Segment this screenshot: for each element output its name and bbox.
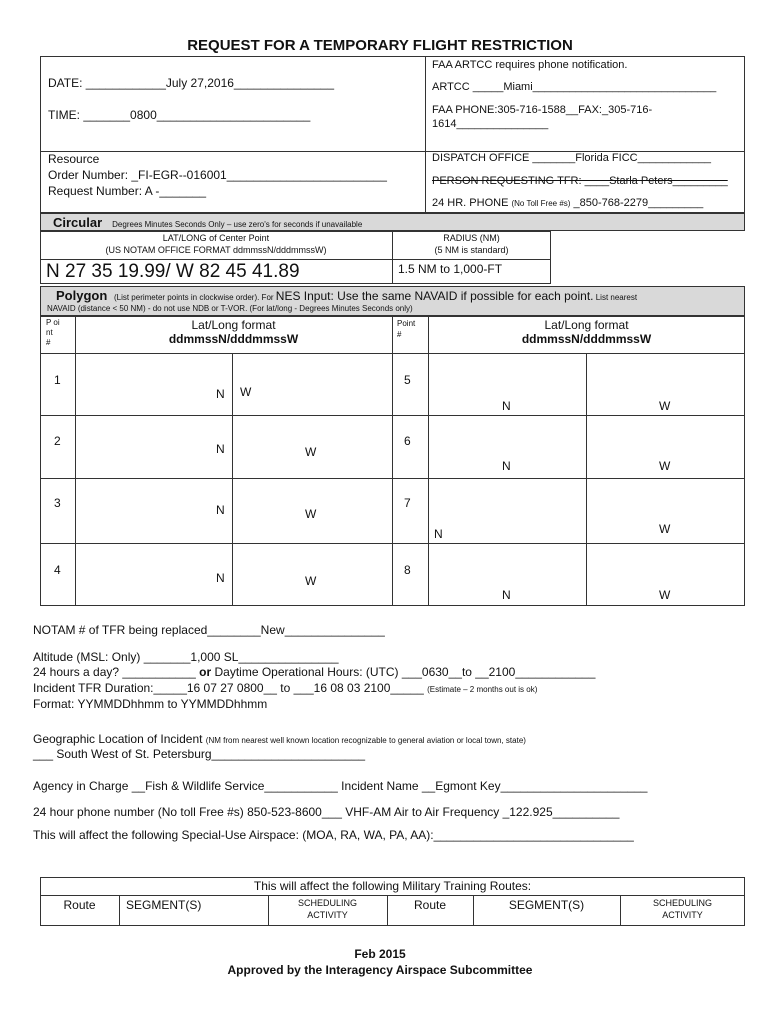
point-lat-field[interactable]: N bbox=[502, 459, 511, 473]
point-lat-field[interactable]: N bbox=[216, 503, 225, 517]
mtr-col-scheduling: SCHEDULING ACTIVITY bbox=[297, 898, 357, 920]
point-long-field[interactable]: W bbox=[305, 507, 317, 521]
artcc-field[interactable]: ARTCC _____Miami______________________________ bbox=[432, 81, 717, 93]
notam-replaced-field[interactable]: NOTAM # of TFR being replaced________New_______________ bbox=[33, 623, 385, 637]
format-label: Format: YYMMDDhhmm to YYMMDDhhmm bbox=[33, 697, 268, 711]
time-field[interactable]: TIME: _______0800_______________________ bbox=[48, 108, 311, 122]
point-long-field[interactable]: W bbox=[659, 522, 671, 536]
agency-field[interactable]: Agency in Charge __Fish & Wildlife Service___________ Incident Name __Egmont Key______________________ bbox=[33, 779, 648, 793]
polygon-note: NAVAID (distance < 50 NM) - do not use NDB or T-VOR. (For lat/long - Degrees Minutes Seconds only) bbox=[47, 304, 413, 313]
point-lat-field[interactable]: N bbox=[216, 571, 225, 585]
point-long-field[interactable]: W bbox=[305, 445, 317, 459]
geo-location-field[interactable]: ___ South West of St. Petersburg_______________________ bbox=[33, 747, 366, 761]
point-lat-field[interactable]: N bbox=[216, 442, 225, 456]
mtr-col-scheduling: SCHEDULING ACTIVITY bbox=[652, 898, 712, 920]
point-number: 5 bbox=[404, 373, 411, 387]
person-requesting-field[interactable]: PERSON REQUESTING TFR: ____Starla Peters_________ bbox=[432, 175, 728, 187]
mtr-col-route: Route bbox=[413, 898, 447, 912]
format-header-right-2: ddmmssN/dddmmssW bbox=[521, 332, 652, 346]
geo-location-label: Geographic Location of Incident (NM from nearest well known location recognizable to general aviation or local town, state) bbox=[33, 732, 526, 746]
point-number: 2 bbox=[54, 434, 61, 448]
point-lat-field[interactable]: N bbox=[216, 387, 225, 401]
faa-phone-field[interactable]: FAA PHONE:305-716-1588__FAX:_305-716- bbox=[432, 104, 653, 116]
point-lat-field[interactable]: N bbox=[434, 527, 443, 541]
polygon-heading: Polygon (List perimeter points in clockwise order). For NES Input: Use the same NAVAID if possible for each point. List nearest bbox=[56, 288, 638, 303]
phone-24hr-field[interactable]: 24 HR. PHONE (No Toll Free #s) _850-768-2279_________ bbox=[432, 197, 704, 209]
point-long-field[interactable]: W bbox=[659, 459, 671, 473]
hours-field[interactable]: 24 hours a day? ___________ or Daytime Operational Hours: (UTC) ___0630__to __2100____________ bbox=[33, 665, 596, 679]
point-long-field[interactable]: W bbox=[659, 399, 671, 413]
mtr-col-route: Route bbox=[63, 898, 96, 912]
order-number-field[interactable]: Order Number: _FI-EGR--016001________________________ bbox=[48, 168, 387, 182]
point-number: 7 bbox=[404, 496, 411, 510]
point-long-field[interactable]: W bbox=[659, 588, 671, 602]
mtr-col-segments: SEGMENT(S) bbox=[508, 898, 585, 912]
faa-phone-field-cont[interactable]: 1614_______________ bbox=[432, 118, 549, 130]
circular-heading: Circular Degrees Minutes Seconds Only – use zero's for seconds if unavailable bbox=[53, 215, 363, 230]
point-lat-field[interactable]: N bbox=[502, 399, 511, 413]
phone-frequency-field[interactable]: 24 hour phone number (No toll Free #s) 850-523-8600___ VHF-AM Air to Air Frequency _122.925__________ bbox=[33, 805, 620, 819]
radius-value[interactable]: 1.5 NM to 1,000-FT bbox=[398, 262, 503, 276]
latlong-header-2: (US NOTAM OFFICE FORMAT ddmmssN/dddmmssW) bbox=[105, 245, 327, 255]
latlong-header-1: LAT/LONG of Center Point bbox=[162, 233, 270, 243]
point-number: 6 bbox=[404, 434, 411, 448]
radius-header-1: RADIUS (NM) bbox=[443, 233, 500, 243]
mtr-heading: This will affect the following Military Training Routes: bbox=[253, 879, 532, 893]
radius-header-2: (5 NM is standard) bbox=[434, 245, 509, 255]
page-title: REQUEST FOR A TEMPORARY FLIGHT RESTRICTION bbox=[187, 37, 573, 54]
point-long-field[interactable]: W bbox=[240, 385, 252, 399]
point-number: 1 bbox=[54, 373, 61, 387]
faa-notice: FAA ARTCC requires phone notification. bbox=[432, 59, 628, 71]
point-number: 4 bbox=[54, 563, 61, 577]
point-long-field[interactable]: W bbox=[305, 574, 317, 588]
footer-approved: Approved by the Interagency Airspace Subcommittee bbox=[227, 963, 533, 977]
dispatch-office-field[interactable]: DISPATCH OFFICE _______Florida FICC____________ bbox=[432, 152, 712, 164]
format-header-right-1: Lat/Long format bbox=[544, 318, 629, 332]
request-number-field[interactable]: Request Number: A -_______ bbox=[48, 184, 207, 198]
point-lat-field[interactable]: N bbox=[502, 588, 511, 602]
altitude-field[interactable]: Altitude (MSL: Only) _______1,000 SL_______________ bbox=[33, 650, 339, 664]
mtr-col-segments: SEGMENT(S) bbox=[126, 898, 202, 912]
special-use-airspace-field[interactable]: This will affect the following Special-Use Airspace: (MOA, RA, WA, PA, AA):______________________________ bbox=[33, 828, 634, 842]
point-number: 3 bbox=[54, 496, 61, 510]
format-header-left-2: ddmmssN/dddmmssW bbox=[168, 332, 299, 346]
duration-field[interactable]: Incident TFR Duration:_____16 07 27 0800__ to ___16 08 03 2100_____ (Estimate – 2 months out is ok) bbox=[33, 681, 538, 695]
resource-label: Resource bbox=[48, 152, 100, 166]
point-number: 8 bbox=[404, 563, 411, 577]
point-number-header-right: Point # bbox=[397, 319, 416, 339]
center-point-value[interactable]: N 27 35 19.99/ W 82 45 41.89 bbox=[46, 261, 300, 282]
format-header-left-1: Lat/Long format bbox=[191, 318, 276, 332]
point-number-header-left: P oi nt # bbox=[46, 318, 60, 347]
footer-date: Feb 2015 bbox=[354, 947, 406, 961]
date-field[interactable]: DATE: ____________July 27,2016_______________ bbox=[48, 76, 335, 90]
